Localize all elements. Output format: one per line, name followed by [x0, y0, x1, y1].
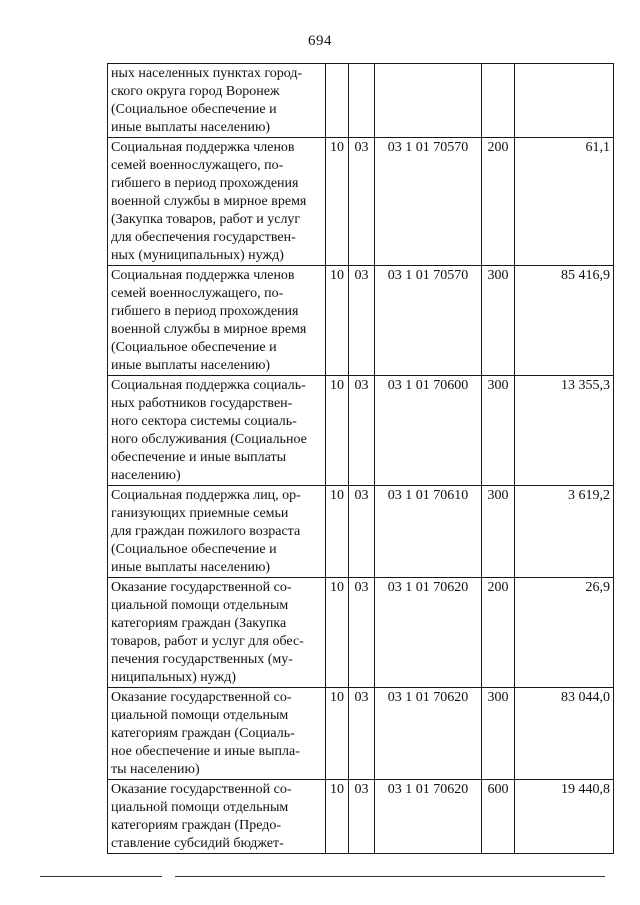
expense-name-line: Оказание государственной со-: [111, 782, 292, 797]
expense-type-cell: 300: [482, 688, 515, 780]
expense-name-cell: [108, 688, 326, 780]
subsection-code-cell: 03: [349, 486, 375, 578]
section-code-cell: 10: [326, 138, 349, 266]
amount-cell: 13 355,3: [515, 376, 614, 486]
target-article-cell: 03 1 01 70620: [375, 688, 482, 780]
expense-name-line: иные выплаты населению): [111, 358, 271, 373]
expense-name-line: категориям граждан (Предо-: [111, 818, 282, 833]
expense-name-cell: [108, 486, 326, 578]
expense-name-line: ных населенных пунктах город-: [111, 66, 303, 81]
expense-name-line: военной службы в мирное время: [111, 322, 307, 337]
target-article-cell: 03 1 01 70620: [375, 780, 482, 854]
expense-name-cell: [108, 138, 326, 266]
section-code-cell: 10: [326, 486, 349, 578]
footer-rule-right: [175, 876, 605, 877]
expense-name-line: ты населению): [111, 762, 200, 777]
expense-name-line: обеспечение и иные выплаты: [111, 450, 286, 465]
expense-name-line: циальной помощи отдельным: [111, 708, 289, 723]
expense-name-line: ное обеспечение и иные выпла-: [111, 744, 300, 759]
expense-type-cell: 200: [482, 138, 515, 266]
budget-table-body: [108, 64, 614, 854]
expense-name-line: ского округа город Воронеж: [111, 84, 280, 99]
target-article-cell: 03 1 01 70570: [375, 266, 482, 376]
expense-name-line: гибшего в период прохождения: [111, 304, 299, 319]
footer-rule-left: [40, 876, 162, 877]
table-row: [108, 780, 614, 854]
amount-cell: 3 619,2: [515, 486, 614, 578]
expense-name-line: Оказание государственной со-: [111, 580, 292, 595]
expense-name-line: (Социальное обеспечение и: [111, 102, 277, 117]
expense-name-line: населению): [111, 468, 181, 483]
expense-name-line: товаров, работ и услуг для обес-: [111, 634, 304, 649]
expense-name-line: для граждан пожилого возраста: [111, 524, 301, 539]
budget-table: [107, 63, 614, 854]
expense-name-line: ных (муниципальных) нужд): [111, 248, 284, 263]
expense-name-line: иные выплаты населению): [111, 560, 271, 575]
expense-type-cell: 600: [482, 780, 515, 854]
amount-cell: 26,9: [515, 578, 614, 688]
expense-name-line: ниципальных) нужд): [111, 670, 236, 685]
expense-name-line: печения государственных (му-: [111, 652, 293, 667]
expense-name-line: Оказание государственной со-: [111, 690, 292, 705]
subsection-code-cell: [349, 64, 375, 138]
table-row: [108, 376, 614, 486]
expense-name-line: ганизующих приемные семьи: [111, 506, 289, 521]
table-row: [108, 578, 614, 688]
expense-name-line: военной службы в мирное время: [111, 194, 307, 209]
section-code-cell: 10: [326, 688, 349, 780]
section-code-cell: 10: [326, 578, 349, 688]
expense-name-cell: [108, 376, 326, 486]
subsection-code-cell: 03: [349, 578, 375, 688]
section-code-cell: [326, 64, 349, 138]
expense-name-line: ставление субсидий бюджет-: [111, 836, 284, 851]
section-code-cell: 10: [326, 266, 349, 376]
expense-name-line: циальной помощи отдельным: [111, 800, 289, 815]
subsection-code-cell: 03: [349, 376, 375, 486]
expense-name-cell: [108, 780, 326, 854]
expense-name-line: семей военнослужащего, по-: [111, 286, 284, 301]
amount-cell: 83 044,0: [515, 688, 614, 780]
expense-name-line: ного сектора системы социаль-: [111, 414, 297, 429]
expense-name-line: иные выплаты населению): [111, 120, 271, 135]
expense-name-line: (Закупка товаров, работ и услуг: [111, 212, 301, 227]
section-code-cell: 10: [326, 780, 349, 854]
target-article-cell: [375, 64, 482, 138]
expense-name-line: ных работников государствен-: [111, 396, 293, 411]
expense-type-cell: [482, 64, 515, 138]
expense-name-line: (Социальное обеспечение и: [111, 340, 277, 355]
expense-name-line: циальной помощи отдельным: [111, 598, 289, 613]
expense-name-line: семей военнослужащего, по-: [111, 158, 284, 173]
page-number: 694: [308, 33, 332, 49]
table-row: [108, 138, 614, 266]
expense-name-line: Социальная поддержка лиц, ор-: [111, 488, 301, 503]
expense-name-line: Социальная поддержка социаль-: [111, 378, 306, 393]
expense-name-line: ного обслуживания (Социальное: [111, 432, 307, 447]
table-row: [108, 486, 614, 578]
target-article-cell: 03 1 01 70620: [375, 578, 482, 688]
amount-cell: 61,1: [515, 138, 614, 266]
target-article-cell: 03 1 01 70600: [375, 376, 482, 486]
amount-cell: [515, 64, 614, 138]
subsection-code-cell: 03: [349, 138, 375, 266]
section-code-cell: 10: [326, 376, 349, 486]
expense-type-cell: 300: [482, 376, 515, 486]
table-row: [108, 688, 614, 780]
expense-name-cell: [108, 578, 326, 688]
amount-cell: 85 416,9: [515, 266, 614, 376]
expense-name-line: категориям граждан (Закупка: [111, 616, 287, 631]
expense-name-cell: [108, 64, 326, 138]
target-article-cell: 03 1 01 70610: [375, 486, 482, 578]
subsection-code-cell: 03: [349, 266, 375, 376]
subsection-code-cell: 03: [349, 688, 375, 780]
expense-name-line: Социальная поддержка членов: [111, 140, 295, 155]
expense-type-cell: 300: [482, 266, 515, 376]
expense-name-line: для обеспечения государствен-: [111, 230, 296, 245]
expense-name-line: категориям граждан (Социаль-: [111, 726, 295, 741]
amount-cell: 19 440,8: [515, 780, 614, 854]
target-article-cell: 03 1 01 70570: [375, 138, 482, 266]
table-row: [108, 266, 614, 376]
expense-type-cell: 200: [482, 578, 515, 688]
expense-name-cell: [108, 266, 326, 376]
expense-name-line: (Социальное обеспечение и: [111, 542, 277, 557]
table-row: [108, 64, 614, 138]
expense-type-cell: 300: [482, 486, 515, 578]
expense-name-line: Социальная поддержка членов: [111, 268, 295, 283]
subsection-code-cell: 03: [349, 780, 375, 854]
expense-name-line: гибшего в период прохождения: [111, 176, 299, 191]
